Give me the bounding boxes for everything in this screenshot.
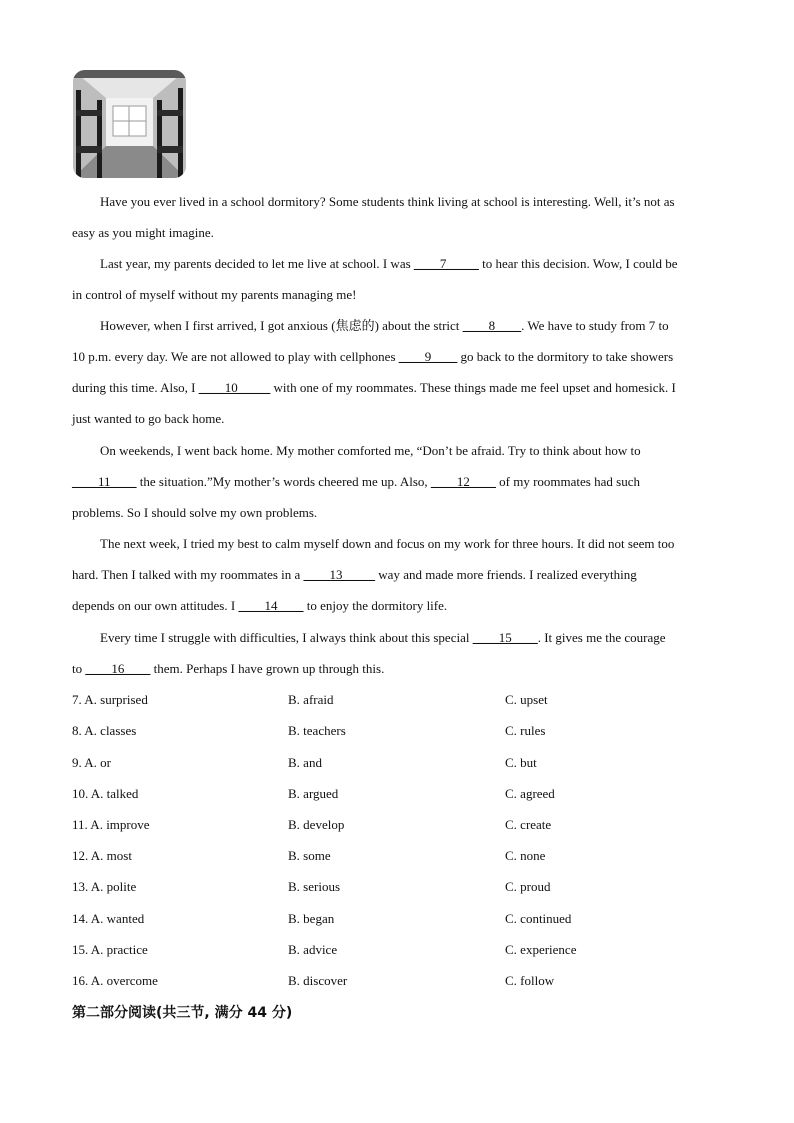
paragraph-6 xyxy=(72,622,722,684)
option-a[interactable]: 14. A. wanted xyxy=(72,911,145,926)
option-a[interactable]: 12. A. most xyxy=(72,848,132,863)
option-a[interactable]: 10. A. talked xyxy=(72,786,139,801)
option-b[interactable]: B. argued xyxy=(288,786,339,801)
p3-line-2: 10 p.m. every day. We are not allowed to play with cellphones ____9____ go back to the dormitory to take showers xyxy=(72,349,674,364)
option-c[interactable]: C. create xyxy=(505,817,552,832)
option-a[interactable]: 7. A. surprised xyxy=(72,692,148,707)
option-a[interactable]: 8. A. classes xyxy=(72,723,137,738)
blank-8: ____8____ xyxy=(462,318,522,333)
option-b[interactable]: B. serious xyxy=(288,879,340,894)
option-c[interactable]: C. but xyxy=(505,755,537,770)
p2-line-1: Last year, my parents decided to let me live at school. I was ____7_____ to hear this decision. Wow, I could be xyxy=(100,256,678,271)
p3-line-3: during this time. Also, I ____10_____ with one of my roommates. These things made me feel upset and homesick. I xyxy=(72,380,676,395)
blank-16: ____16____ xyxy=(85,661,151,676)
paragraph-3 xyxy=(72,310,722,434)
option-a[interactable]: 13. A. polite xyxy=(72,879,137,894)
dormitory-photo xyxy=(73,70,186,178)
paragraph-2 xyxy=(72,248,722,310)
p5-line-1: The next week, I tried my best to calm myself down and focus on my work for three hours. It did not seem too xyxy=(100,536,675,551)
question-10 xyxy=(72,778,722,809)
option-c[interactable]: C. proud xyxy=(505,879,551,894)
question-15 xyxy=(72,934,722,965)
p4-line-1: On weekends, I went back home. My mother comforted me, “Don’t be afraid. Try to think about how to xyxy=(100,443,641,458)
blank-12: ____12____ xyxy=(430,474,496,489)
blank-7: ____7_____ xyxy=(413,256,479,271)
option-b[interactable]: B. develop xyxy=(288,817,345,832)
p1-line-2: easy as you might imagine. xyxy=(72,225,214,240)
question-14 xyxy=(72,903,722,934)
question-12 xyxy=(72,840,722,871)
option-b[interactable]: B. some xyxy=(288,848,331,863)
blank-10: ____10_____ xyxy=(198,380,271,395)
option-c[interactable]: C. follow xyxy=(505,973,555,988)
section-heading: 第二部分阅读(共三节, 满分 44 分) xyxy=(72,1005,293,1021)
blank-13: ____13_____ xyxy=(303,567,376,582)
paragraph-5 xyxy=(72,528,722,621)
option-c[interactable]: C. upset xyxy=(505,692,548,707)
blank-11: ____11____ xyxy=(72,474,137,489)
question-7 xyxy=(72,684,722,715)
option-a[interactable]: 11. A. improve xyxy=(72,817,150,832)
p2-line-2: in control of myself without my parents managing me! xyxy=(72,287,357,302)
option-b[interactable]: B. teachers xyxy=(288,723,346,738)
p3-line-4: just wanted to go back home. xyxy=(72,411,225,426)
question-9 xyxy=(72,747,722,778)
option-b[interactable]: B. advice xyxy=(288,942,338,957)
blank-9: ____9____ xyxy=(398,349,458,364)
option-c[interactable]: C. agreed xyxy=(505,786,555,801)
option-c[interactable]: C. rules xyxy=(505,723,546,738)
option-b[interactable]: B. afraid xyxy=(288,692,334,707)
option-b[interactable]: B. and xyxy=(288,755,322,770)
paragraph-1 xyxy=(72,186,722,248)
option-c[interactable]: C. none xyxy=(505,848,546,863)
option-c[interactable]: C. experience xyxy=(505,942,577,957)
p6-line-2: to ____16____ them. Perhaps I have grown up through this. xyxy=(72,661,385,676)
option-a[interactable]: 15. A. practice xyxy=(72,942,148,957)
question-13 xyxy=(72,871,722,902)
question-11 xyxy=(72,809,722,840)
blank-14: ____14____ xyxy=(238,598,304,613)
option-a[interactable]: 9. A. or xyxy=(72,755,111,770)
option-b[interactable]: B. discover xyxy=(288,973,348,988)
blank-15: ____15____ xyxy=(472,630,538,645)
p4-line-2: ____11____ the situation.”My mother’s words cheered me up. Also, ____12____ of my roommates had such xyxy=(72,474,640,489)
question-16 xyxy=(72,965,722,996)
p4-line-3: problems. So I should solve my own problems. xyxy=(72,505,318,520)
question-8 xyxy=(72,715,722,746)
p3-line-1: However, when I first arrived, I got anxious (焦虑的) about the strict ____8____. We have to study from 7 to xyxy=(100,318,669,333)
paragraph-4 xyxy=(72,435,722,528)
p6-line-1: Every time I struggle with difficulties, I always think about this special ____15____. It gives me the courage xyxy=(100,630,666,645)
option-b[interactable]: B. began xyxy=(288,911,335,926)
p5-line-2: hard. Then I talked with my roommates in a ____13_____ way and made more friends. I realized everything xyxy=(72,567,637,582)
option-c[interactable]: C. continued xyxy=(505,911,572,926)
option-a[interactable]: 16. A. overcome xyxy=(72,973,158,988)
p1-line-1: Have you ever lived in a school dormitory? Some students think living at school is interesting. Well, it’s not as xyxy=(100,194,675,209)
p5-line-3: depends on our own attitudes. I ____14____ to enjoy the dormitory life. xyxy=(72,598,448,613)
